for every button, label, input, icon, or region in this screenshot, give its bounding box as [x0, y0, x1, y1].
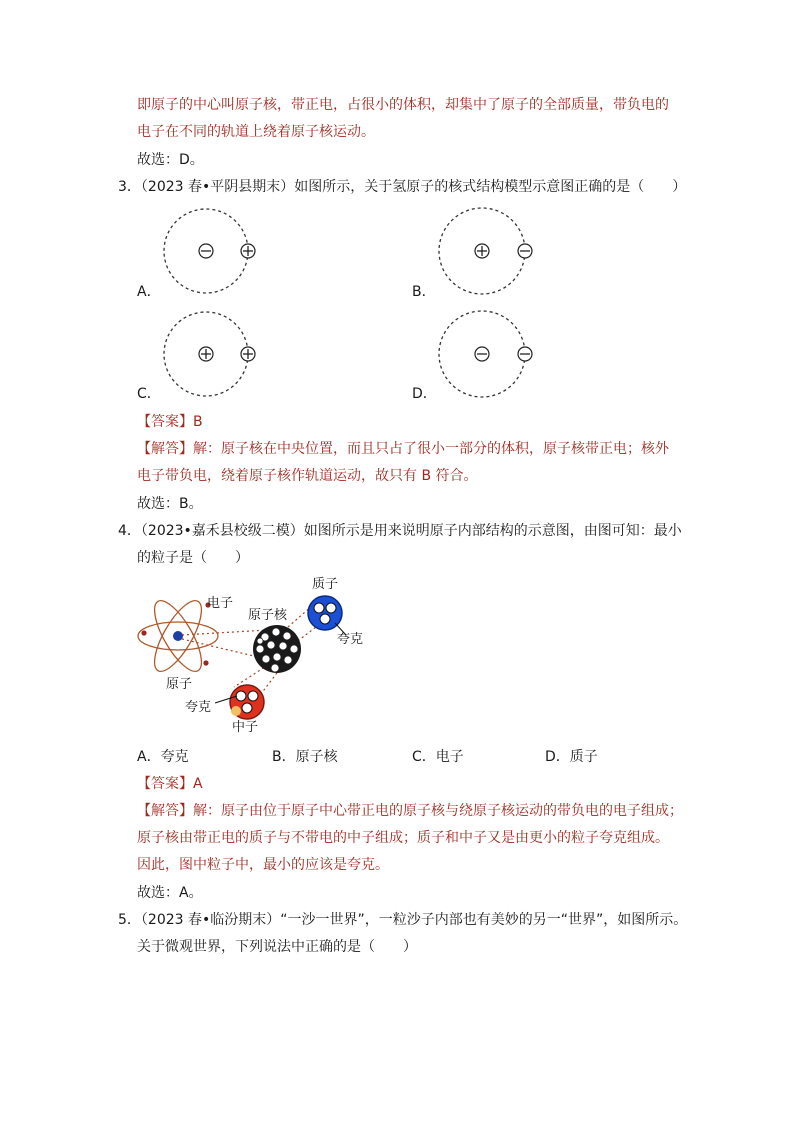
q4-stem-line1: 4．（2023•嘉禾县校级二模）如图所示是用来说明原子内部结构的示意图，由图可知：最小 — [118, 523, 682, 539]
q4-option-d: D．质子 — [545, 749, 598, 765]
label-electron: 电子 — [207, 596, 234, 611]
q3-option-d-figure — [430, 303, 550, 403]
q4-explanation-line3: 因此，图中粒子中，最小的应该是夸克。 — [137, 857, 389, 873]
q4-answer: 【答案】A — [137, 776, 203, 792]
q3-option-c-label: C． — [137, 386, 161, 402]
label-proton: 质子 — [312, 577, 339, 592]
q5-stem-line2: 关于微观世界，下列说法中正确的是（ ） — [137, 939, 417, 955]
q3-stem: 3．（2023 春•平阴县期末）如图所示，关于氢原子的核式结构模型示意图正确的是（ ） — [118, 179, 687, 195]
q3-option-b-label: B． — [412, 284, 436, 300]
prev-choose: 故选：D。 — [137, 152, 204, 168]
q4-choose: 故选：A。 — [137, 885, 203, 901]
q3-option-a-figure — [150, 200, 280, 300]
label-quark-proton: 夸克 — [337, 632, 364, 647]
neutron-circle — [230, 685, 264, 719]
q3-answer: 【答案】B — [137, 414, 203, 430]
q3-explanation-line1: 【解答】解：原子核在中央位置，而且只占了很小一部分的体积，原子核带正电；核外 — [137, 441, 669, 457]
nucleus-cluster — [253, 625, 301, 673]
q3-option-a-label: A． — [137, 284, 161, 300]
q3-choose: 故选：B。 — [137, 496, 203, 512]
label-atom: 原子 — [166, 677, 193, 692]
q4-option-a: A．夸克 — [137, 749, 189, 765]
atom-structure-figure — [130, 575, 390, 745]
label-nucleus: 原子核 — [248, 608, 288, 623]
q3-option-b-figure — [430, 200, 550, 300]
q4-explanation-line1: 【解答】解：原子由位于原子中心带正电的原子核与绕原子核运动的带负电的电子组成； — [137, 803, 683, 819]
q3-explanation-line2: 电子带负电，绕着原子核作轨道运动，故只有 B 符合。 — [137, 468, 478, 484]
q4-option-c: C．电子 — [412, 749, 464, 765]
label-neutron: 中子 — [232, 720, 259, 735]
q3-option-d-label: D． — [412, 386, 437, 402]
prev-explanation-line1: 即原子的中心叫原子核，带正电，占很小的体积，却集中了原子的全部质量，带负电的 — [137, 97, 669, 113]
q4-stem-line2: 的粒子是（ ） — [137, 550, 249, 566]
prev-explanation-line2: 电子在不同的轨道上绕着原子核运动。 — [137, 124, 375, 140]
q4-explanation-line2: 原子核由带正电的质子与不带电的中子组成；质子和中子又是由更小的粒子夸克组成。 — [137, 830, 669, 846]
q5-stem-line1: 5．（2023 春•临汾期末）“一沙一世界”，一粒沙子内部也有美妙的另一“世界”，如图所示。 — [118, 912, 688, 928]
q3-option-c-figure — [150, 303, 280, 403]
q4-option-b: B．原子核 — [272, 749, 338, 765]
label-quark-neutron: 夸克 — [185, 700, 212, 715]
